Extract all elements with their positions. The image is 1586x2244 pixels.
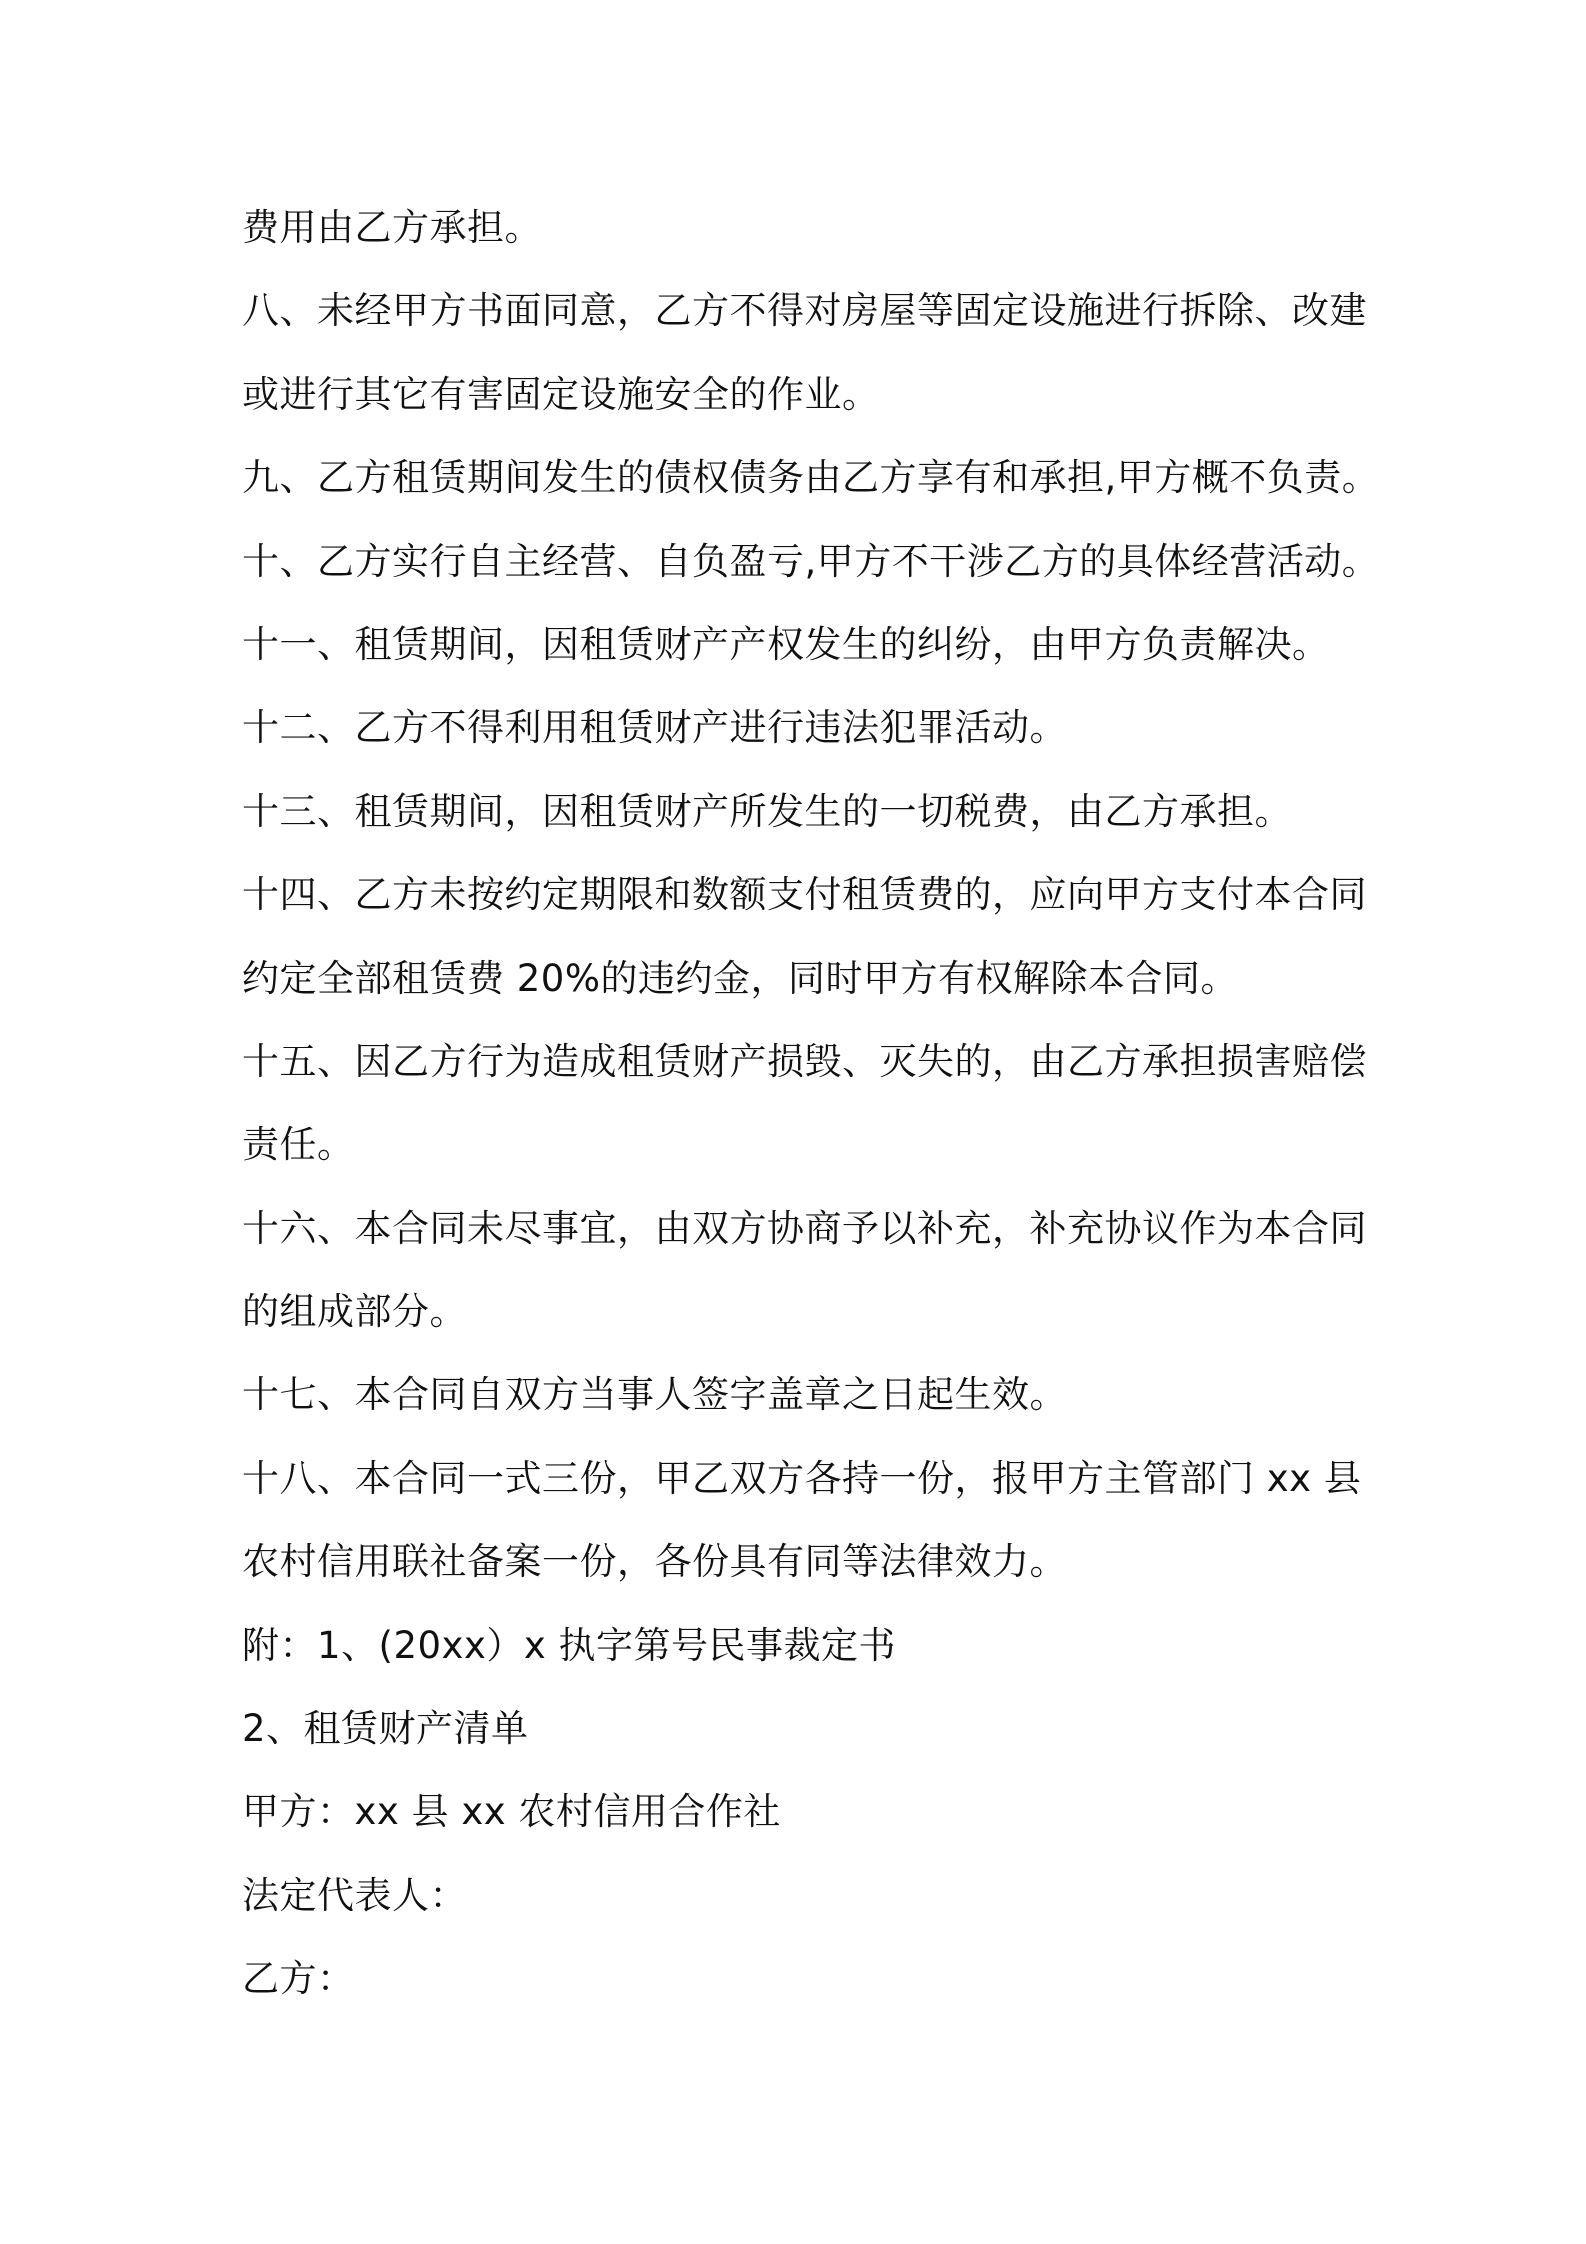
text-line: 费用由乙方承担。 [242,206,542,249]
clause-16-line-1: 十六、本合同未尽事宜，由双方协商予以补充，补充协议作为本合同 [242,1206,1367,1250]
clause-14-line-2: 约定全部租赁费 20%的违约金，同时甲方有权解除本合同。 [242,956,1238,1000]
party-a: 甲方：xx 县 xx 农村信用合作社 [242,1790,781,1834]
clause-11: 十一、租赁期间，因租赁财产产权发生的纠纷，由甲方负责解决。 [242,622,1330,666]
clause-15-line-1: 十五、因乙方行为造成租赁财产损毁、灭失的，由乙方承担损害赔偿 [242,1039,1367,1083]
clause-14-line-1: 十四、乙方未按约定期限和数额支付租赁费的，应向甲方支付本合同 [242,873,1367,917]
clause-18-line-1: 十八、本合同一式三份，甲乙双方各持一份，报甲方主管部门 xx 县 [242,1456,1362,1500]
clause-8-line-2: 或进行其它有害固定设施安全的作业。 [242,372,880,416]
clause-13: 十三、租赁期间，因租赁财产所发生的一切税费，由乙方承担。 [242,789,1292,833]
clause-17: 十七、本合同自双方当事人签字盖章之日起生效。 [242,1373,1067,1417]
clause-10: 十、乙方实行自主经营、自负盈亏,甲方不干涉乙方的具体经营活动。 [242,539,1380,583]
party-b: 乙方： [242,1957,355,2001]
clause-9: 九、乙方租赁期间发生的债权债务由乙方享有和承担,甲方概不负责。 [242,456,1380,500]
document-body [242,196,1380,2031]
legal-representative: 法定代表人： [242,1873,467,1917]
clause-15-line-2: 责任。 [242,1123,355,1167]
clause-8-line-1: 八、未经甲方书面同意，乙方不得对房屋等固定设施进行拆除、改建 [242,289,1367,333]
clause-18-line-2: 农村信用联社备案一份，各份具有同等法律效力。 [242,1540,1067,1584]
clause-16-line-2: 的组成部分。 [242,1290,467,1334]
attachment-1: 附：1、(20xx）x 执字第号民事裁定书 [242,1623,897,1667]
clause-12: 十二、乙方不得利用租赁财产进行违法犯罪活动。 [242,706,1067,750]
attachment-2: 2、租赁财产清单 [242,1707,529,1751]
